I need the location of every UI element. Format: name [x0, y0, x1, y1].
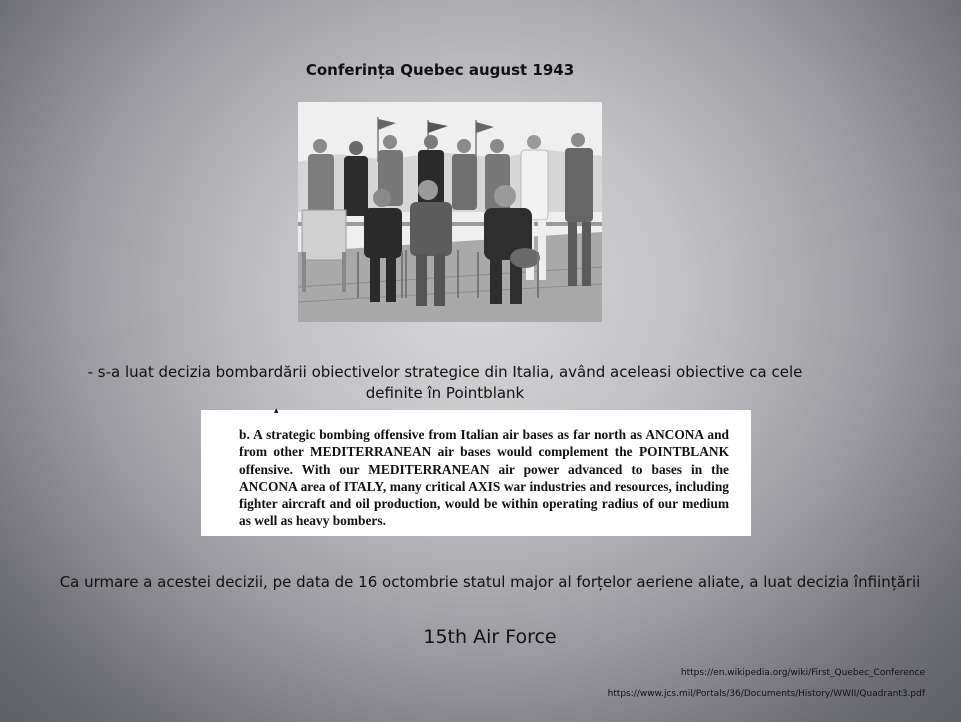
- result-text: Ca urmare a acestei decizii, pe data de 16 octombrie statul major al forțelor aeriene aliate, a luat decizia înființării: [59, 573, 921, 591]
- conference-photo-drawing: [298, 102, 602, 322]
- slide-title: Conferința Quebec august 1943: [305, 61, 575, 79]
- decision-line-2: definite în Pointblank: [365, 384, 525, 402]
- conference-photo: [298, 102, 602, 322]
- caret-mark: ▴: [274, 405, 279, 415]
- jcs-link[interactable]: https://www.jcs.mil/Portals/36/Documents/History/WWII/Quadrant3.pdf: [607, 689, 925, 699]
- wikipedia-link[interactable]: https://en.wikipedia.org/wiki/First_Quebec_Conference: [680, 668, 925, 678]
- decision-text: [80, 362, 810, 404]
- excerpt-text: b. A strategic bombing offensive from Italian air bases as far north as ANCONA and from other MEDITERRANEAN air bases would complement the POINTBLANK offensive. With our MEDITERRANEAN air power advanced to bases in the ANCONA area of ITALY, many critical AXIS war industries and resources, including fighter aircraft and oil production, would be within operating radius of our medium as well as heavy bombers.: [239, 427, 729, 529]
- decision-line-1: - s-a luat decizia bombardării obiectivelor strategice din Italia, având aceleasi obiective ca cele: [87, 363, 803, 381]
- air-force-heading: 15th Air Force: [423, 626, 557, 648]
- document-excerpt: [201, 405, 751, 536]
